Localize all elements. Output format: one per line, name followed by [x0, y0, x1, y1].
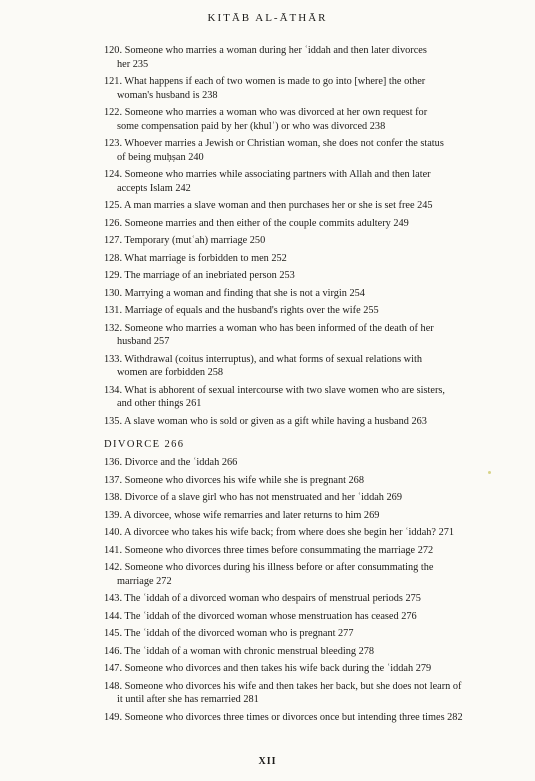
entry-title: Someone who divorces and then takes his wife back during the ʿiddah 279 — [124, 663, 432, 674]
contents-entry — [104, 526, 529, 540]
entry-title: Temporary (mutʿah) marriage 250 — [124, 235, 266, 246]
entry-number: 142. — [104, 562, 123, 573]
entry-title: Divorce and the ʿiddah 266 — [124, 457, 238, 468]
section-heading: DIVORCE 266 — [104, 439, 185, 450]
entry-number: 141. — [104, 544, 123, 556]
entry-continuation: it until after she has remarried 281 — [117, 694, 259, 705]
entry-title: Someone who divorces three times before consummating the marriage 272 — [124, 544, 434, 556]
entry-title: Someone who divorces his wife and then takes her back, but she does not learn of — [124, 680, 462, 692]
entry-number: 126. — [104, 217, 123, 229]
entry-continuation: woman's husband is 238 — [117, 89, 218, 101]
entry-title: A slave woman who is sold or given as a gift while having a husband 263 — [124, 415, 427, 427]
entry-number: 133. — [104, 353, 123, 365]
entry-number: 131. — [104, 305, 123, 316]
entry-title: Marriage of equals and the husband's rights over the wife 255 — [124, 305, 379, 316]
contents-entry — [104, 234, 529, 248]
contents-entry — [104, 75, 529, 102]
entry-title: The ʿiddah of a divorced woman who despairs of menstrual periods 275 — [124, 593, 421, 604]
contents-entry — [104, 645, 529, 659]
contents-list — [104, 44, 529, 728]
contents-entry — [104, 662, 529, 676]
paper-speck — [488, 471, 491, 474]
running-head: KITĀB AL-ĀTHĀR — [207, 12, 328, 24]
entry-number: 137. — [104, 474, 123, 486]
contents-entry — [104, 561, 529, 588]
contents-entry — [104, 304, 529, 318]
contents-entry — [104, 44, 529, 71]
entry-title: Someone who marries a woman during her ʿiddah and then later divorces — [124, 45, 427, 56]
contents-entry — [104, 322, 529, 349]
entry-title: What marriage is forbidden to men 252 — [124, 252, 287, 264]
entry-number: 136. — [104, 457, 123, 468]
entry-number: 144. — [104, 610, 123, 622]
entry-number: 135. — [104, 415, 123, 427]
entry-number: 121. — [104, 76, 123, 87]
marriage-entries — [104, 44, 529, 428]
contents-entry — [104, 353, 529, 380]
entry-title: The ʿiddah of the divorced woman whose menstruation has ceased 276 — [124, 610, 417, 622]
contents-entry — [104, 680, 529, 707]
entry-title: Marrying a woman and finding that she is not a virgin 254 — [124, 287, 365, 299]
entry-continuation: some compensation paid by her (khulʿ) or who was divorced 238 — [117, 120, 386, 132]
contents-entry — [104, 491, 529, 505]
entry-title: A divorcee, whose wife remarries and later returns to him 269 — [124, 509, 380, 521]
entry-title: What happens if each of two women is made to go into [where] the other — [124, 76, 426, 87]
contents-entry — [104, 474, 529, 488]
entry-title: Divorce of a slave girl who has not menstruated and her ʿiddah 269 — [124, 492, 402, 503]
entry-number: 120. — [104, 45, 123, 56]
entry-number: 147. — [104, 663, 123, 674]
contents-entry — [104, 269, 529, 283]
contents-entry — [104, 415, 529, 429]
entry-number: 125. — [104, 200, 123, 211]
entry-number: 146. — [104, 645, 123, 657]
entry-title: The marriage of an inebriated person 253 — [124, 270, 295, 281]
entry-number: 128. — [104, 252, 123, 264]
entry-continuation: her 235 — [117, 58, 149, 70]
entry-title: Someone who marries a woman who has been informed of the death of her — [124, 322, 434, 334]
entry-number: 149. — [104, 711, 123, 723]
contents-entry — [104, 217, 529, 231]
entry-continuation: of being muḥṣan 240 — [117, 151, 204, 163]
contents-entry — [104, 610, 529, 624]
entry-title: Someone who divorces three times or divorces once but intending three times 282 — [124, 711, 463, 723]
entry-title: Withdrawal (coitus interruptus), and what forms of sexual relations with — [124, 353, 422, 365]
entry-number: 140. — [104, 527, 123, 538]
divorce-entries — [104, 456, 529, 724]
entry-number: 122. — [104, 107, 123, 118]
entry-number: 148. — [104, 680, 123, 692]
entry-number: 124. — [104, 169, 123, 180]
contents-entry — [104, 384, 529, 411]
entry-title: A man marries a slave woman and then purchases her or she is set free 245 — [124, 200, 433, 211]
entry-title: What is abhorent of sexual intercourse with two slave women who are sisters, — [124, 384, 445, 396]
contents-entry — [104, 456, 529, 470]
contents-entry — [104, 137, 529, 164]
entry-title: Someone who marries a woman who was divorced at her own request for — [124, 107, 428, 118]
entry-number: 134. — [104, 384, 123, 396]
entry-continuation: marriage 272 — [117, 575, 172, 587]
entry-number: 127. — [104, 235, 123, 246]
entry-continuation: accepts Islam 242 — [117, 182, 191, 194]
contents-entry — [104, 199, 529, 213]
entry-number: 129. — [104, 270, 123, 281]
contents-entry — [104, 509, 529, 523]
entry-title: Someone who divorces his wife while she is pregnant 268 — [124, 474, 364, 486]
entry-number: 139. — [104, 509, 123, 521]
entry-number: 143. — [104, 593, 123, 604]
entry-title: The ʿiddah of a woman with chronic menstrual bleeding 278 — [124, 645, 375, 657]
contents-entry — [104, 252, 529, 266]
contents-entry — [104, 287, 529, 301]
entry-title: Whoever marries a Jewish or Christian woman, she does not confer the status — [124, 138, 444, 149]
contents-entry — [104, 106, 529, 133]
entry-continuation: husband 257 — [117, 336, 170, 347]
entry-title: Someone who divorces during his illness before or after consummating the — [124, 562, 434, 573]
entry-title: The ʿiddah of the divorced woman who is pregnant 277 — [124, 628, 354, 639]
entry-title: Someone marries and then either of the couple commits adultery 249 — [124, 217, 409, 229]
entry-number: 145. — [104, 628, 123, 639]
entry-number: 132. — [104, 322, 123, 334]
contents-entry — [104, 627, 529, 641]
entry-number: 138. — [104, 492, 123, 503]
entry-number: 130. — [104, 287, 123, 299]
page-number: XII — [258, 756, 277, 767]
contents-entry — [104, 544, 529, 558]
entry-continuation: and other things 261 — [117, 398, 202, 409]
contents-entry — [104, 168, 529, 195]
contents-entry — [104, 592, 529, 606]
entry-title: A divorcee who takes his wife back; from where does she begin her ʿiddah? 271 — [124, 527, 455, 538]
entry-continuation: women are forbidden 258 — [117, 367, 224, 378]
entry-title: Someone who marries while associating partners with Allah and then later — [124, 169, 431, 180]
entry-number: 123. — [104, 138, 123, 149]
contents-entry — [104, 711, 529, 725]
